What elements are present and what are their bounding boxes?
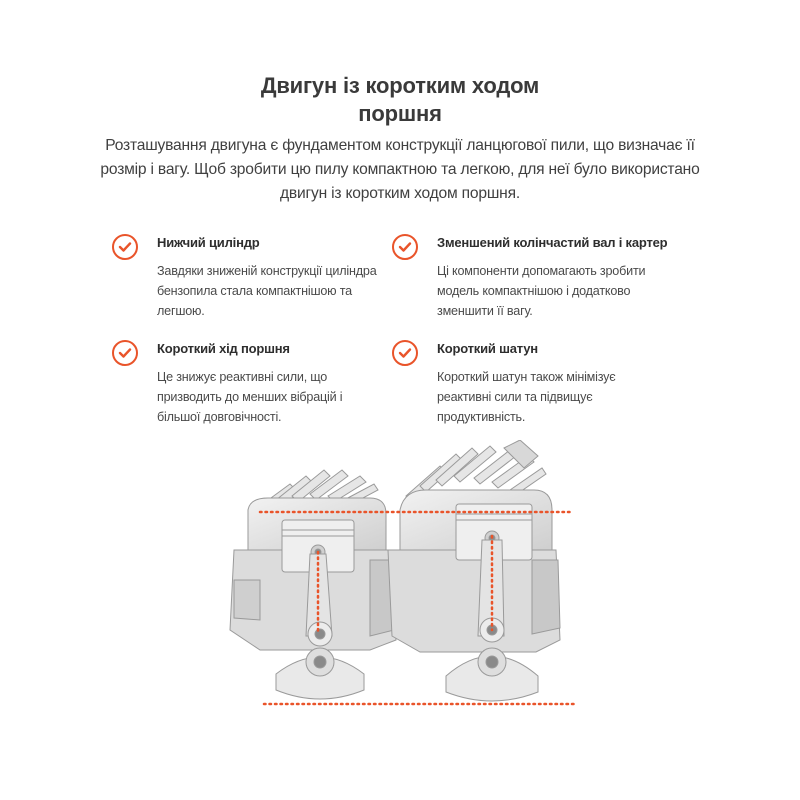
left-engine — [230, 470, 396, 699]
check-circle-icon — [112, 340, 138, 366]
page-title-line-1: Двигун із коротким ходом — [260, 73, 540, 98]
check-circle-icon — [392, 340, 418, 366]
engine-drawing — [220, 440, 580, 720]
check-circle-icon — [392, 234, 418, 260]
intro-paragraph: Розташування двигуна є фундаментом конструкції ланцюгової пили, що визначає її розмір і вагу. Щоб зробити цю пилу компактною та легкою, для неї було використано двигун із коротким ходом поршня. — [100, 137, 700, 202]
feature-title: Нижчий циліндр — [157, 235, 260, 250]
feature-title: Зменшений колінчастий вал і картер — [437, 235, 668, 250]
feature-description: Завдяки зниженій конструкції циліндра бензопила стала компактнішою та легшою. — [157, 264, 377, 318]
feature-description: Ці компоненти допомагають зробити модель компактнішою і додатково зменшити її вагу. — [437, 264, 646, 318]
page-title-line-2: поршня — [358, 101, 442, 126]
check-circle-icon — [112, 234, 138, 260]
right-engine — [388, 440, 560, 701]
feature-description: Це знижує реактивні сили, що призводить до менших вібрацій і більшої довговічності. — [157, 370, 343, 424]
page-title — [0, 72, 800, 128]
feature-title: Короткий шатун — [437, 341, 538, 356]
engine-comparison-illustration — [220, 440, 580, 720]
feature-description: Короткий шатун також мінімізує реактивні сили та підвищує продуктивність. — [437, 370, 616, 424]
feature-title: Короткий хід поршня — [157, 341, 290, 356]
